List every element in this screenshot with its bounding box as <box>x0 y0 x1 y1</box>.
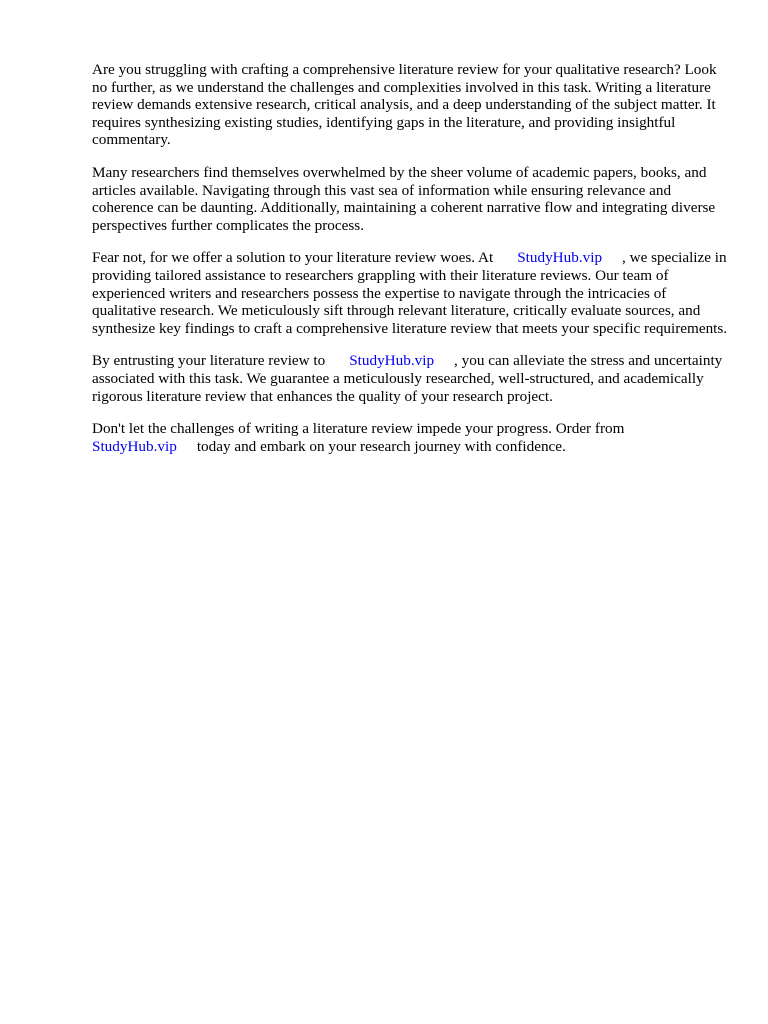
studyhub-link[interactable]: StudyHub.vip <box>517 249 603 267</box>
paragraph-cta-text-before: Don't let the challenges of writing a literature review impede your progress. Order from <box>92 420 625 438</box>
paragraph-overwhelmed-text: Many researchers find themselves overwhelmed by the sheer volume of academic papers, books, and articles available. Navigating through this vast sea of information while ensuring relevance and coherence can be daunting. Additionally, maintaining a coherent narrative flow and integrating diverse perspectives further complicates the process. <box>92 163 716 234</box>
paragraph-entrusting <box>92 352 728 405</box>
paragraph-intro-text: Are you struggling with crafting a comprehensive literature review for your qualitative research? Look no further, as we understand the challenges and complexities involved in this task. Writing a literature review demands extensive research, critical analysis, and a deep understanding of the subject matter. It requires synthesizing existing studies, identifying gaps in the literature, and providing insightful commentary. <box>92 61 717 149</box>
paragraph-intro <box>92 61 728 149</box>
paragraph-solution <box>92 249 728 337</box>
paragraph-cta-text-after: today and embark on your research journey with confidence. <box>196 437 566 455</box>
studyhub-link[interactable]: StudyHub.vip <box>349 352 435 370</box>
paragraph-call-to-action <box>92 420 728 455</box>
paragraph-overwhelmed <box>92 164 728 234</box>
paragraph-entrusting-text-before: By entrusting your literature review to <box>92 352 326 370</box>
paragraph-solution-text-before: Fear not, for we offer a solution to your literature review woes. At <box>92 249 494 267</box>
paragraph-entrusting-text-after: , you can alleviate the stress and uncertainty associated with this task. We guarantee a meticulously researched, well-structured, and academically rigorous literature review that enhances the quality of your research project. <box>92 352 723 405</box>
paragraph-solution-text-after: , we specialize in providing tailored assistance to researchers grappling with their literature reviews. Our team of experienced writers and researchers possess the expertise to navigate through the intricacies of qualitative research. We meticulously sift through relevant literature, critically evaluate sources, and synthesize key findings to craft a comprehensive literature review that meets your specific requirements. <box>92 249 728 337</box>
studyhub-link[interactable]: StudyHub.vip <box>92 437 177 455</box>
